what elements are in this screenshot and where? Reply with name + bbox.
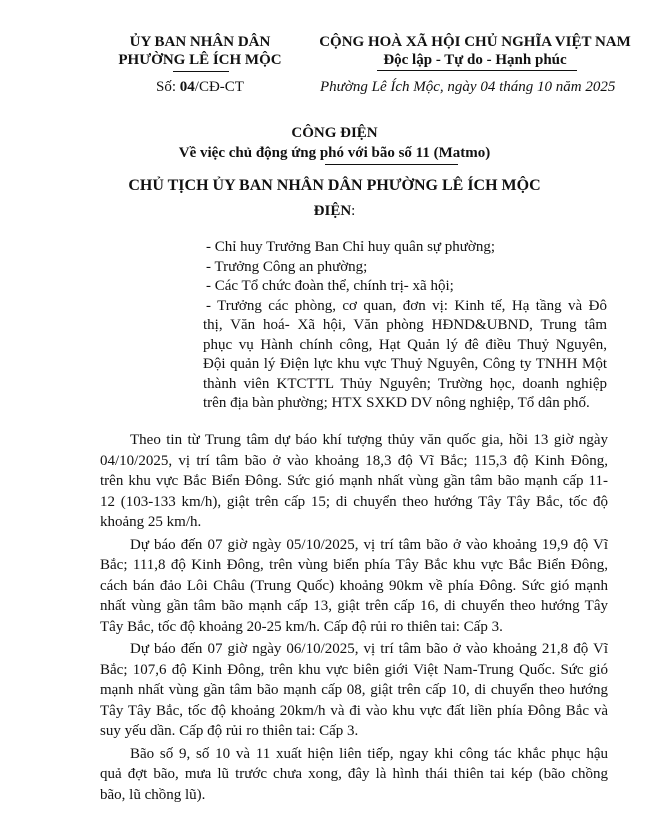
- subject-underline: [325, 164, 458, 165]
- paragraph-line: mạnh nhất vùng gần tâm bão mạnh cấp 08, giật trên cấp 10, di chuyển theo hướng: [100, 682, 608, 698]
- body-paragraph: [100, 535, 608, 638]
- doc-type: CÔNG ĐIỆN: [291, 125, 378, 141]
- paragraph-line: trên khu vực Bắc Biển Đông. Sức gió mạnh nhất vùng gần tâm bão mạnh cấp 11-: [100, 473, 608, 489]
- paragraph-line: 12 (103-133 km/h), giật trên cấp 15; di chuyển theo hướng Tây Tây Bắc, tốc độ: [100, 493, 608, 510]
- number-suffix: /CĐ-CT: [194, 79, 244, 95]
- recipient-line: - Chỉ huy Trưởng Ban Chỉ huy quân sự phường;: [206, 239, 496, 255]
- recipient-line: Đội quản lý Điện lực khu vực Thuỷ Nguyên, Công ty TNHH Một: [203, 356, 607, 372]
- recipient-line: thành viên KTCTTL Thủy Nguyên; Trường học, doanh nghiệp: [203, 375, 607, 392]
- recipient-line: phục vụ Hành chính công, Hạt Quản lý đê điều Thuỷ Nguyên,: [203, 336, 607, 353]
- paragraph-line: Tây Bắc, tốc độ khoảng 20-25 km/h. Cấp độ rủi ro thiên tai: Cấp 3.: [100, 618, 503, 635]
- recipient-line: trên địa bàn phường; HTX SXKD DV nông nghiệp, Tổ dân phố.: [203, 395, 590, 411]
- paragraph-line: suy yếu dần. Cấp độ rủi ro thiên tai: Cấp 3.: [100, 723, 359, 739]
- recipient-line: - Các Tổ chức đoàn thể, chính trị- xã hội;: [206, 278, 454, 294]
- agency-block: [100, 33, 300, 69]
- number-prefix: Số:: [156, 79, 180, 95]
- paragraph-line: Dự báo đến 07 giờ ngày 05/10/2025, vị trí tâm bão ở vào khoảng 19,9 độ Vĩ: [130, 536, 608, 553]
- verb-colon: :: [351, 203, 356, 219]
- agency-underline: [173, 71, 229, 72]
- paragraph-line: 04/10/2025, vị trí tâm bão ở vào khoảng 18,3 độ Vĩ Bắc; 115,3 độ Kinh Đông,: [100, 452, 608, 469]
- agency-line2: PHƯỜNG LÊ ÍCH MỘC: [118, 52, 282, 68]
- nation-block: [310, 33, 640, 69]
- paragraph-line: Theo tin từ Trung tâm dự báo khí tượng thủy văn quốc gia, hồi 13 giờ ngày: [130, 432, 608, 448]
- recipients-list: [203, 238, 607, 414]
- recipient-line: - Trưởng Công an phường;: [206, 258, 368, 275]
- paragraph-line: Bão số 9, số 10 và 11 xuất hiện liên tiếp, ngay khi công tác khắc phục hậu: [130, 745, 608, 762]
- paragraph-line: Bắc; 107,6 độ Kinh Đông, trên khu vực biên giới Việt Nam-Trung Quốc. Sức gió: [100, 661, 608, 678]
- paragraph-line: Tây Tây Bắc, tốc độ khoảng 20km/h và đi vào khu vực đất liền phía Đông Bắc và: [100, 702, 608, 719]
- place-date: Phường Lê Ích Mộc, ngày 04 tháng 10 năm 2025: [320, 79, 616, 95]
- verb-text: ĐIỆN: [313, 203, 352, 219]
- document-number: [100, 79, 300, 96]
- motto-underline: [377, 70, 577, 71]
- issuer: CHỦ TỊCH ỦY BAN NHÂN DÂN PHƯỜNG LÊ ÍCH MỘC: [128, 177, 541, 194]
- number-value: 04: [179, 79, 195, 95]
- body-paragraph: [100, 639, 608, 742]
- paragraph-line: cách bán đảo Lôi Châu (Trung Quốc) khoảng 90km về phía Đông. Sức gió mạnh: [100, 577, 608, 594]
- paragraph-line: khoảng 25 km/h.: [100, 514, 202, 530]
- nation-line1: CỘNG HOÀ XÃ HỘI CHỦ NGHĨA VIỆT NAM: [319, 34, 631, 50]
- verb: [0, 203, 669, 220]
- agency-line1: ỦY BAN NHÂN DÂN: [129, 34, 271, 50]
- paragraph-line: Dự báo đến 07 giờ ngày 06/10/2025, vị trí tâm bão ở vào khoảng 21,8 độ Vĩ: [130, 641, 608, 657]
- body-paragraph: [100, 744, 608, 806]
- paragraph-line: bão, lũ chồng lũ).: [100, 786, 206, 803]
- doc-subject: Về việc chủ động ứng phó với bão số 11 (Matmo): [178, 145, 491, 161]
- body-text: [100, 430, 608, 807]
- nation-line2: Độc lập - Tự do - Hạnh phúc: [383, 52, 567, 68]
- recipient-line: - Trưởng các phòng, cơ quan, đơn vị: Kinh tế, Hạ tầng và Đô: [206, 297, 607, 314]
- paragraph-line: nhất vùng gần tâm bão mạnh cấp 13, giật trên cấp 16, di chuyển theo hướng Tây: [100, 598, 608, 614]
- body-paragraph: [100, 430, 608, 533]
- recipient-line: thị, Văn hoá- Xã hội, Văn phòng HĐND&UBND, Trung tâm: [203, 317, 607, 333]
- paragraph-line: Bắc; 111,8 độ Kinh Đông, trên vùng biển phía Tây Bắc khu vực Bắc Biển Đông,: [100, 557, 608, 573]
- paragraph-line: quả đợt bão, mưa lũ trước chưa xong, đây là hình thái thiên tai kép (bão chồng: [100, 766, 608, 782]
